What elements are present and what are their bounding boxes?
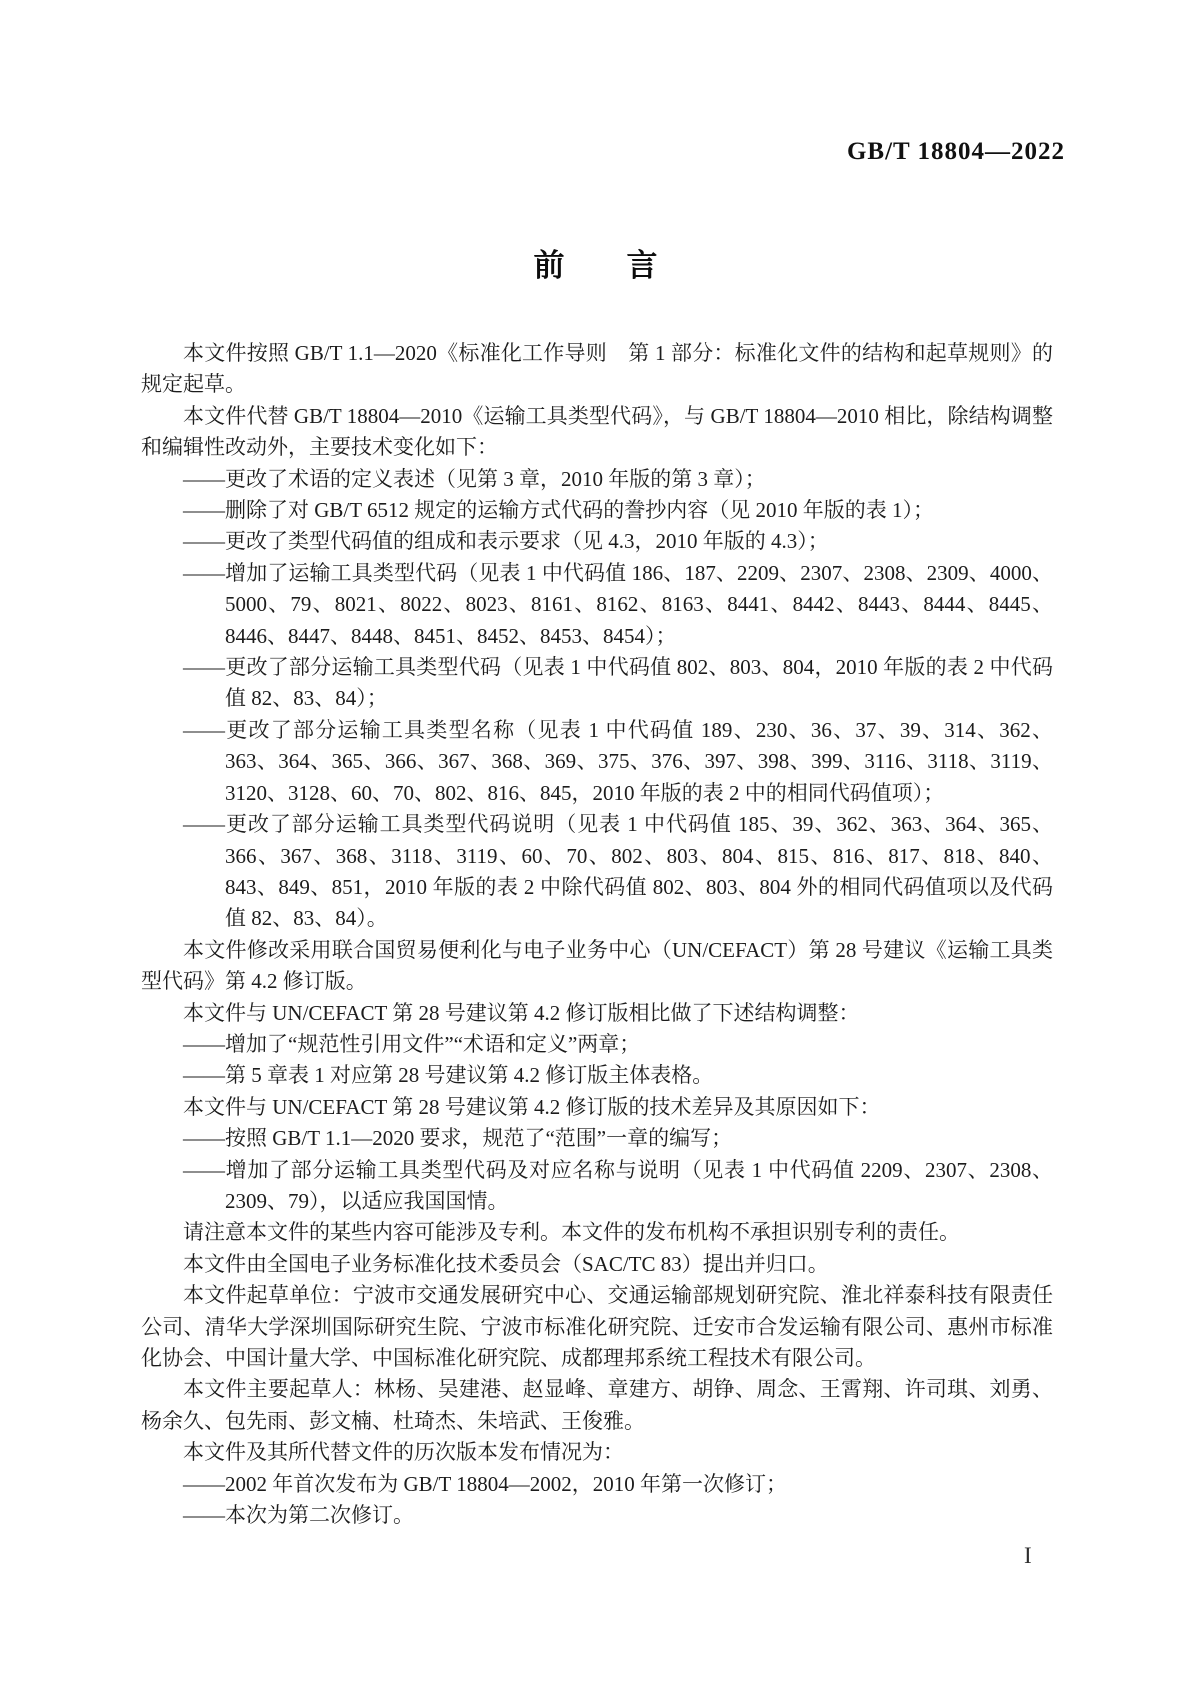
adjust-item-added-chapters: ——增加了“规范性引用文件”“术语和定义”两章； xyxy=(183,1031,641,1056)
adjust-item-table-mapping: ——第 5 章表 1 对应第 28 号建议第 4.2 修订版主体表格。 xyxy=(183,1063,714,1088)
change-item-changed-names: ——更改了部分运输工具类型名称（见表 1 中代码值 189、230、36、37、39、314、362、363、364、365、366、367、368、369、375、376、397、398、399、3116、3118、3119、3120、3128、60、70、802、816、845，2010 年版的表 2 中的相同代码值项）； xyxy=(183,717,1053,805)
change-item-changed-codes: ——更改了部分运输工具类型代码（见表 1 中代码值 802、803、804，2010 年版的表 2 中代码值 82、83、84）； xyxy=(183,655,1053,711)
doc-number: GB/T 18804—2022 xyxy=(846,138,1065,165)
change-item-terms: ——更改了术语的定义表述（见第 3 章，2010 年版的第 3 章）； xyxy=(183,466,766,491)
change-item-deleted: ——删除了对 GB/T 6512 规定的运输方式代码的誊抄内容（见 2010 年版的表 1）； xyxy=(183,498,934,523)
paragraph-patent-notice: 请注意本文件的某些内容可能涉及专利。本文件的发布机构不承担识别专利的责任。 xyxy=(183,1220,960,1245)
diff-item-scope: ——按照 GB/T 1.1—2020 要求，规范了“范围”一章的编写； xyxy=(183,1126,733,1151)
paragraph-uncefact-adoption: 本文件修改采用联合国贸易便利化与电子业务中心（UN/CEFACT）第 28 号建议《运输工具类型代码》第 4.2 修订版。 xyxy=(141,937,1053,994)
paragraph-replaces: 本文件代替 GB/T 18804—2010《运输工具类型代码》，与 GB/T 18804—2010 相比，除结构调整和编辑性改动外，主要技术变化如下： xyxy=(141,403,1053,460)
history-item-2002: ——2002 年首次发布为 GB/T 18804—2002，2010 年第一次修订； xyxy=(183,1471,787,1496)
paragraph-drafters: 本文件主要起草人：林杨、吴建港、赵显峰、章建方、胡铮、周念、王霄翔、许司琪、刘勇、杨余久、包先雨、彭文楠、杜琦杰、朱培武、王俊雅。 xyxy=(141,1377,1053,1433)
paragraph-committee: 本文件由全国电子业务标准化技术委员会（SAC/TC 83）提出并归口。 xyxy=(183,1251,829,1276)
paragraph-drafting-rule: 本文件按照 GB/T 1.1—2020《标准化工作导则 第 1 部分：标准化文件的结构和起草规则》的规定起草。 xyxy=(141,341,1053,397)
page-number: I xyxy=(1024,1543,1032,1568)
change-item-code-format: ——更改了类型代码值的组成和表示要求（见 4.3，2010 年版的 4.3）； xyxy=(183,529,829,554)
paragraph-structure-adjust: 本文件与 UN/CEFACT 第 28 号建议第 4.2 修订版相比做了下述结构调整： xyxy=(183,1000,860,1025)
paragraph-drafting-orgs: 本文件起草单位：宁波市交通发展研究中心、交通运输部规划研究院、淮北祥泰科技有限责任公司、清华大学深圳国际研究生院、宁波市标准化研究院、迁安市合发运输有限公司、惠州市标准化协会、中国计量大学、中国标准化研究院、成都理邦系统工程技术有限公司。 xyxy=(141,1283,1053,1370)
page-title: 前 言 xyxy=(533,248,658,283)
foreword-body xyxy=(141,338,1053,1531)
diff-item-national-codes: ——增加了部分运输工具类型代码及对应名称与说明（见表 1 中代码值 2209、2307、2308、2309、79），以适应我国国情。 xyxy=(183,1157,1053,1213)
change-item-added-codes: ——增加了运输工具类型代码（见表 1 中代码值 186、187、2209、2307、2308、2309、4000、5000、79、8021、8022、8023、8161、8162、8163、8441、8442、8443、8444、8445、8446、8447、8448、8451、8452、8453、8454）； xyxy=(183,560,1053,648)
history-item-current: ——本次为第二次修订。 xyxy=(183,1503,414,1528)
change-item-changed-descs: ——更改了部分运输工具类型代码说明（见表 1 中代码值 185、39、362、363、364、365、366、367、368、3118、3119、60、70、802、803、804、815、816、817、818、840、843、849、851，2010 年版的表 2 中除代码值 802、803、804 外的相同代码值项以及代码值 82、83、84）。 xyxy=(183,812,1053,931)
paragraph-tech-differences: 本文件与 UN/CEFACT 第 28 号建议第 4.2 修订版的技术差异及其原因如下： xyxy=(183,1094,881,1119)
paragraph-version-history: 本文件及其所代替文件的历次版本发布情况为： xyxy=(183,1440,624,1465)
